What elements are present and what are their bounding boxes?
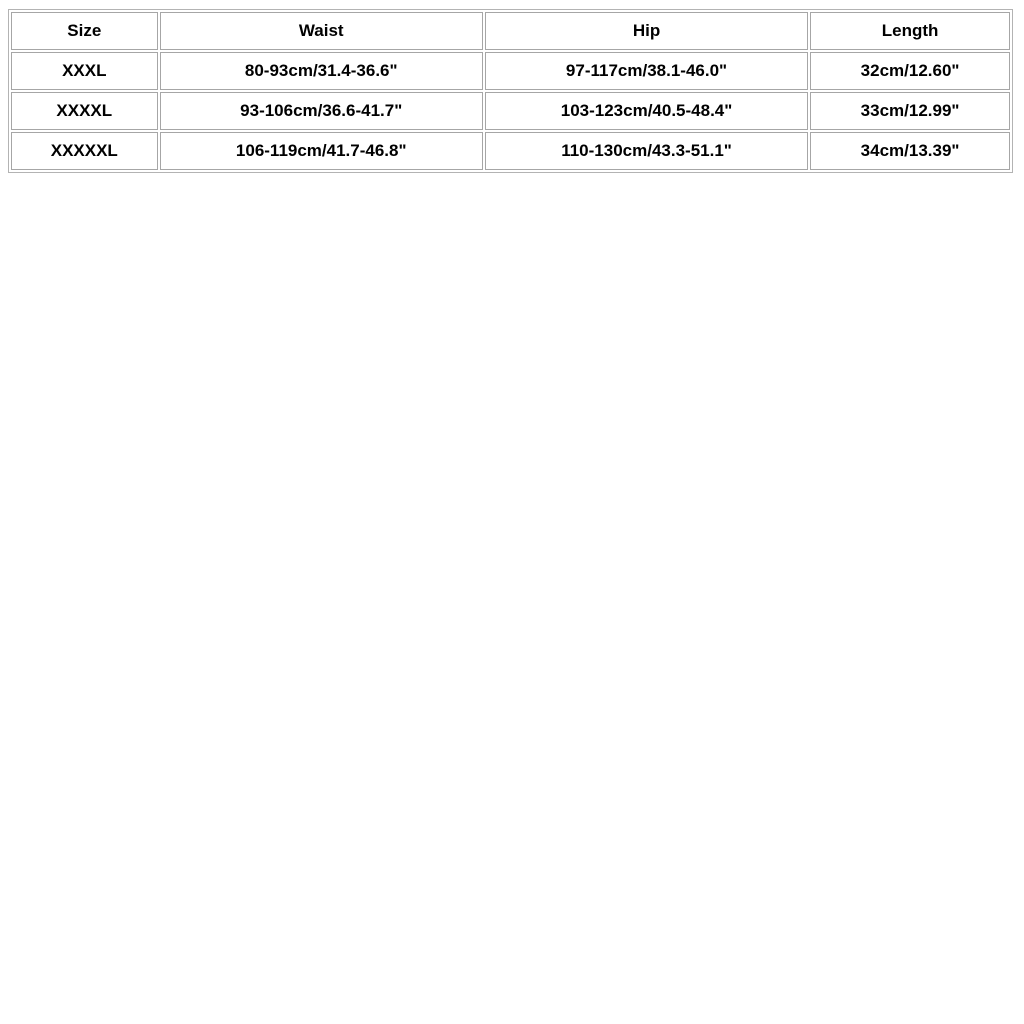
header-hip: Hip	[485, 12, 808, 50]
cell-hip: 110-130cm/43.3-51.1"	[485, 132, 808, 170]
cell-waist: 106-119cm/41.7-46.8"	[160, 132, 483, 170]
cell-waist: 93-106cm/36.6-41.7"	[160, 92, 483, 130]
table-row	[11, 132, 1010, 170]
header-length: Length	[810, 12, 1010, 50]
header-waist: Waist	[160, 12, 483, 50]
cell-hip: 103-123cm/40.5-48.4"	[485, 92, 808, 130]
cell-size: XXXXL	[11, 92, 158, 130]
cell-size: XXXXXL	[11, 132, 158, 170]
table-row	[11, 52, 1010, 90]
table-header-row	[11, 12, 1010, 50]
cell-size: XXXL	[11, 52, 158, 90]
cell-length: 34cm/13.39"	[810, 132, 1010, 170]
cell-hip: 97-117cm/38.1-46.0"	[485, 52, 808, 90]
cell-length: 33cm/12.99"	[810, 92, 1010, 130]
cell-waist: 80-93cm/31.4-36.6"	[160, 52, 483, 90]
table-row	[11, 92, 1010, 130]
cell-length: 32cm/12.60"	[810, 52, 1010, 90]
size-chart-table	[8, 9, 1013, 173]
header-size: Size	[11, 12, 158, 50]
